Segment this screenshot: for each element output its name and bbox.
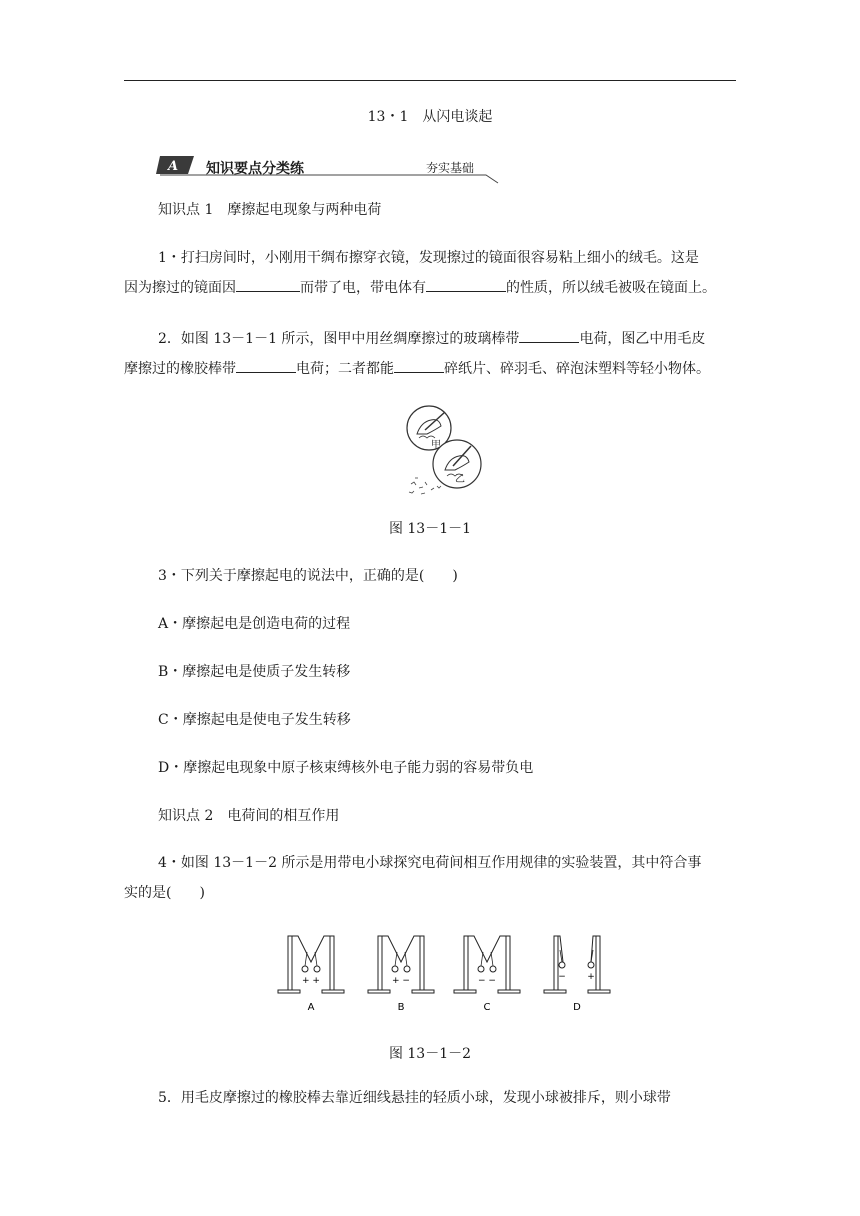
header-rule (124, 80, 736, 81)
label-b: B (397, 1002, 405, 1013)
question-1-text-b: 而带了电，带电体有 (300, 280, 426, 296)
question-3-option-a[interactable]: A・摩擦起电是创造电荷的过程 (158, 616, 351, 632)
question-2-text-c: 摩擦过的橡胶棒带 (124, 361, 236, 377)
question-4-line-2: 实的是( ) (124, 885, 205, 901)
banner-badge: A (168, 159, 179, 174)
question-2-text-a: 2．如图 13－1－1 所示，图甲中用丝绸摩擦过的玻璃棒带 (158, 331, 520, 347)
figure-1-label-yi: 乙 (455, 474, 465, 485)
figure-2-illustration (274, 932, 614, 1014)
question-1-text-c: 的性质，所以绒毛被吸在镜面上。 (506, 280, 716, 296)
charges-b: + − (392, 976, 410, 986)
charges-a: + + (302, 976, 320, 986)
question-5 (124, 1083, 736, 1113)
question-2-line-1 (124, 324, 736, 354)
charges-d-right: + (587, 972, 595, 982)
section-banner (156, 153, 501, 185)
question-3-option-d[interactable]: D・摩擦起电现象中原子核束缚核外电子能力弱的容易带负电 (158, 760, 534, 776)
question-2-text-d: 电荷；二者都能 (296, 361, 394, 377)
question-3-option-b[interactable]: B・摩擦起电是使质子发生转移 (158, 664, 351, 680)
apparatus-c (454, 936, 520, 1013)
answer-blank[interactable] (236, 358, 296, 373)
question-1-line-2 (124, 273, 736, 303)
question-4-line-1: 4・如图 13－1－2 所示是用带电小球探究电荷间相互作用规律的实验装置，其中符合事 (158, 855, 702, 871)
question-4 (124, 848, 736, 908)
answer-blank[interactable] (236, 277, 300, 292)
answer-blank[interactable] (394, 358, 444, 373)
label-a: A (307, 1002, 315, 1013)
question-1 (124, 243, 736, 303)
answer-blank[interactable] (519, 328, 579, 343)
page-title: 13・1 从闪电谈起 (367, 109, 493, 125)
question-2-text-e: 碎纸片、碎羽毛、碎泡沫塑料等轻小物体。 (444, 361, 710, 377)
label-d: D (573, 1002, 581, 1013)
section-2-label: 知识点 2 电荷间的相互作用 (158, 808, 340, 824)
question-1-line-1: 1・打扫房间时，小刚用干绸布擦穿衣镜，发现擦过的镜面很容易粘上细小的绒毛。这是 (158, 250, 699, 266)
charges-d-left: − (558, 972, 566, 982)
figure-1-caption: 图 13－1－1 (388, 521, 472, 537)
question-2-line-2 (124, 354, 736, 384)
figure-1-illustration (405, 404, 485, 496)
question-5-line-1: 5．用毛皮摩擦过的橡胶棒去靠近细线悬挂的轻质小球，发现小球被排斥，则小球带 (158, 1090, 671, 1106)
figure-1-label-jia: 甲 (431, 440, 441, 451)
question-3-stem: 3・下列关于摩擦起电的说法中，正确的是( ) (158, 568, 458, 584)
label-c: C (483, 1002, 491, 1013)
apparatus-a (278, 936, 344, 1013)
answer-blank[interactable] (426, 277, 506, 292)
banner-title: 知识要点分类练 (206, 161, 304, 177)
section-1-label: 知识点 1 摩擦起电现象与两种电荷 (158, 202, 382, 218)
banner-subtitle: 夯实基础 (426, 161, 475, 175)
question-2 (124, 324, 736, 384)
question-3-option-c[interactable]: C・摩擦起电是使电子发生转移 (158, 712, 351, 728)
charges-c: − − (478, 976, 496, 986)
figure-2-caption: 图 13－1－2 (388, 1046, 472, 1062)
question-2-text-b: 电荷，图乙中用毛皮 (579, 331, 706, 347)
apparatus-b (368, 936, 434, 1013)
apparatus-d (544, 936, 610, 1013)
question-1-text-a: 因为擦过的镜面因 (124, 280, 236, 296)
